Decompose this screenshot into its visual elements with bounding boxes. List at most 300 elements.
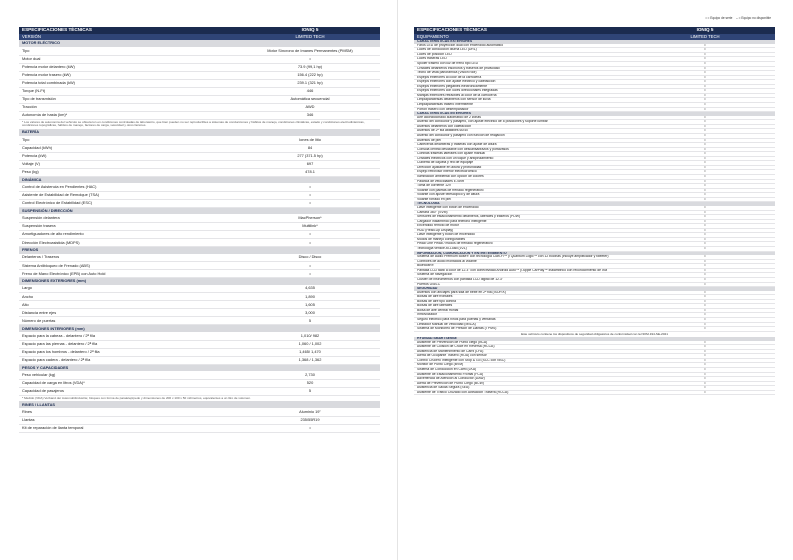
spec-row xyxy=(19,222,380,230)
section-title: TECNOLOGÍA xyxy=(414,202,775,206)
spec-label: Volante con paletas de frenado regenerativo xyxy=(414,188,635,193)
section-title: CARACTERÍSTICAS EXTERIORES xyxy=(414,40,775,44)
spec-value: • xyxy=(635,193,775,198)
section-title: INFORMACIÓN, COMUNICACIÓN Y ENTRETENIMIENTO xyxy=(414,251,775,255)
spec-value: 1,890 xyxy=(240,293,380,301)
spec-value: 446 xyxy=(240,87,380,95)
spec-value: • xyxy=(635,377,775,382)
spec-row xyxy=(19,144,380,152)
spec-value: 239.1 (321 hp) xyxy=(240,79,380,87)
spec-label: Asistente de Estabilidad de Remolque (TSA) xyxy=(19,191,240,199)
spec-value: 346 xyxy=(240,111,380,119)
spec-value: 520 xyxy=(240,379,380,387)
header-title: ESPECIFICACIONES TÉCNICAS xyxy=(414,27,635,34)
spec-value: • xyxy=(635,57,775,62)
spec-label: Advertencia de Atención al Conductor (DAW) xyxy=(414,377,635,382)
header-model: IONIQ 5 xyxy=(635,27,775,34)
spec-label: Techo de vista panorámica (Vision roof) xyxy=(414,71,635,76)
section-title: FRENOS xyxy=(19,247,380,254)
spec-label: Sistema Antibloqueo de Frenado (ABS) xyxy=(19,262,240,270)
spec-label: Asistencia de Salida Segura (SEA) xyxy=(414,386,635,391)
spec-label: Capacidad de pasajeros xyxy=(19,387,240,395)
spec-label: Asientos con anclajes para silla de bebé en 2ª fila (ISOFIX) xyxy=(414,291,635,295)
spec-label: Controles de audio montados al volante xyxy=(414,259,635,264)
spec-label: Bolsa de aire central frontal xyxy=(414,308,635,313)
spec-value: • xyxy=(635,133,775,138)
spec-value: • xyxy=(635,313,775,318)
spec-label: Espacio para cadera - delantero / 2ª fila xyxy=(19,356,240,364)
spec-row xyxy=(19,95,380,103)
spec-row xyxy=(19,168,380,176)
spec-label: Kit de reparación de llanta temporal xyxy=(19,424,240,432)
spec-row xyxy=(19,183,380,191)
spec-value: • xyxy=(635,354,775,359)
spec-row xyxy=(19,408,380,416)
spec-row xyxy=(19,285,380,293)
spec-label: Luces de posición LED xyxy=(414,52,635,57)
spec-label: HUD (Head-Up Display) xyxy=(414,228,635,233)
spec-label: Alerta de Prevención de Punto Ciego (BCW) xyxy=(414,381,635,386)
spec-value: • xyxy=(635,161,775,166)
table-header xyxy=(414,27,775,34)
spec-value: • xyxy=(635,363,775,368)
spec-label: Alto xyxy=(19,301,240,309)
spec-label: Bluetooth® xyxy=(414,264,635,269)
spec-label: Cargador inalámbrico para teléfono inteligente xyxy=(414,219,635,224)
spec-label: Limitador Manual de Velocidad (MSLA) xyxy=(414,322,635,327)
spec-label: Bolsas de aire tipo cortina xyxy=(414,299,635,304)
spec-value: • xyxy=(635,210,775,215)
spec-label: Ancho xyxy=(19,293,240,301)
spec-label: Limpiaparabrisas trasero intermitente xyxy=(414,103,635,108)
spec-value: 5 xyxy=(240,387,380,395)
spec-value: • xyxy=(635,75,775,80)
spec-value: • xyxy=(635,66,775,71)
spec-row xyxy=(19,424,380,432)
spec-value: • xyxy=(635,116,775,120)
spec-value: • xyxy=(635,224,775,229)
spec-row xyxy=(19,332,380,340)
spec-value: • xyxy=(635,237,775,242)
spec-value: • xyxy=(635,264,775,269)
spec-row xyxy=(19,379,380,387)
spec-value: • xyxy=(635,219,775,224)
spec-label: Sistema de Conducción en Carril (LKA) xyxy=(414,368,635,373)
spec-label: Palanca de velocidades E-Shift xyxy=(414,179,635,184)
spec-row xyxy=(19,79,380,87)
spec-label: Bolsas de aire frontales xyxy=(414,295,635,300)
spec-value: Iones de litio xyxy=(240,136,380,144)
spec-label: Cabeceras delanteras y traseras con ajuste de altura xyxy=(414,143,635,148)
spec-label: Espejos exteriores plegables electrónicamente xyxy=(414,84,635,89)
section-note xyxy=(19,119,380,129)
spec-label: Monitor de Punto Ciego (BVM) xyxy=(414,363,635,368)
spec-row xyxy=(19,371,380,379)
spec-table-left xyxy=(19,27,380,433)
spec-value: • xyxy=(635,327,775,332)
note-text: * Medido (VDA) Verband der Automobilindustrie; bloques con forma de paralelepípedo y dimensiones de 200 x 100 x 50 milímetros, equivalentes a un litro de volumen. xyxy=(22,395,251,400)
section-header xyxy=(19,207,380,214)
spec-row xyxy=(19,191,380,199)
section-header xyxy=(19,325,380,332)
section-header xyxy=(19,278,380,285)
spec-label: Capacidad (kWh) xyxy=(19,144,240,152)
spec-value: • xyxy=(240,183,380,191)
spec-value: • xyxy=(635,184,775,189)
spec-value: • xyxy=(635,259,775,264)
spec-value: • xyxy=(635,138,775,143)
spec-value: 5 xyxy=(240,317,380,325)
subheader-version: LIMITED TECH xyxy=(240,34,380,40)
spec-value: 4,635 xyxy=(240,285,380,293)
spec-row xyxy=(19,111,380,119)
spec-label: Potencia (kW) xyxy=(19,152,240,160)
spec-value: • xyxy=(635,358,775,363)
subheader-label: EQUIPAMIENTO xyxy=(414,34,635,40)
spec-value: • xyxy=(635,165,775,170)
spec-label: Luces traseras LED xyxy=(414,57,635,62)
spec-label: Asistente de Tráfico Cruzado con Activación Trasera (RCCA) xyxy=(414,390,635,395)
spec-label: Cristales eléctricos con un toque y antipinzamiento xyxy=(414,156,635,161)
spec-value: • xyxy=(240,230,380,238)
spec-label: Control Crucero Inteligente con Stop & Go (SCC con NSC) xyxy=(414,358,635,363)
spec-label: Tracción xyxy=(19,103,240,111)
spec-label: Espejos exteriores con luces direccionales integradas xyxy=(414,89,635,94)
section-header xyxy=(19,247,380,254)
spec-label: Dirección ajustable en altura y profundidad xyxy=(414,165,635,170)
spec-value: • xyxy=(635,299,775,304)
spec-row xyxy=(19,71,380,79)
spec-row xyxy=(19,309,380,317)
spec-label: Sensores de estacionamiento delanteros, laterales y traseros (PDW) xyxy=(414,215,635,220)
spec-row xyxy=(19,387,380,395)
spec-value: • xyxy=(635,228,775,233)
spec-row xyxy=(19,47,380,55)
section-title: SEGURIDAD xyxy=(414,287,775,291)
section-title: PESOS Y CAPACIDADES xyxy=(19,364,380,371)
spec-value: • xyxy=(635,143,775,148)
spec-label: Freno de Mano Electrónico (EPB) con Auto Hold xyxy=(19,270,240,278)
note-text: * Los valores de autonomía del vehículo se obtuvieron en condiciones controladas de laboratorio, que bien pueden no ser reproducibles a sistemas de conducciones y hábitos de manejo, condiciones climáticas, estado y condiciones electrodinámicas, condiciones topográficas, hábitos de manejo, factores de carga, velocidad y otros factores. xyxy=(22,119,365,128)
spec-label: Potencia motor trasero (kW) xyxy=(19,71,240,79)
spec-label: Motor dual xyxy=(19,55,240,63)
spec-value: • xyxy=(635,170,775,175)
spec-label: Autonomía de hasta (km)* xyxy=(19,111,240,119)
header-title: ESPECIFICACIONES TÉCNICAS xyxy=(19,27,240,34)
spec-label: Amortiguadores de alto rendimiento xyxy=(19,230,240,238)
spec-label: Asistente de Prevención de Punto ciego (BCA) xyxy=(414,341,635,345)
spec-label: Asientos delanteros con calefacción xyxy=(414,124,635,129)
spec-value: • xyxy=(635,152,775,157)
spec-label: Largo xyxy=(19,285,240,293)
table-header xyxy=(19,27,380,34)
spec-value: • xyxy=(635,120,775,125)
spec-value: • xyxy=(635,48,775,53)
spec-value: • xyxy=(635,147,775,152)
header-model: IONIQ 5 xyxy=(240,27,380,34)
spec-label: Voltaje (V) xyxy=(19,160,240,168)
spec-value: • xyxy=(635,61,775,66)
spec-value: • xyxy=(635,318,775,323)
section-title: HYUNDAI SMARTSENSE xyxy=(414,337,775,341)
spec-label: Inmovilizador xyxy=(414,313,635,318)
spec-row xyxy=(19,152,380,160)
spec-label: Asientos de 2ª fila abatibles 60/40 xyxy=(414,129,635,134)
spec-value: • xyxy=(635,84,775,89)
spec-value: 1,465/ 1,470 xyxy=(240,348,380,356)
spec-row xyxy=(19,214,380,222)
spec-value: • xyxy=(635,341,775,345)
spec-label: Consola central deslizable con descansabrazos y portavasos xyxy=(414,147,635,152)
spec-value: • xyxy=(635,308,775,313)
spec-label: Capacidad de carga en litros (VDA)* xyxy=(19,379,240,387)
spec-value: • xyxy=(240,191,380,199)
spec-label: Sistema de audio Premium Bose® con tecnología Clari-Fi™ y Quantum Logic™ con 12 bocinas (incluye amplificador y tweeter) xyxy=(414,255,635,259)
spec-value: Multilink* xyxy=(240,222,380,230)
spec-value: • xyxy=(635,233,775,238)
spec-label: Puertos USB-C xyxy=(414,282,635,287)
spec-value: 697 xyxy=(240,160,380,168)
spec-label: Espacio para la cabeza - delantero / 2ª fila xyxy=(19,332,240,340)
section-title: DIMENSIONES INTERIORES (mm) xyxy=(19,325,380,332)
spec-value: • xyxy=(635,372,775,377)
spec-value: • xyxy=(240,199,380,207)
spec-value: • xyxy=(635,273,775,278)
spec-label: Espejo retrovisor interior electrocrómico xyxy=(414,170,635,175)
spec-label: Potencia total combinada (kW) xyxy=(19,79,240,87)
spec-label: Llave inteligente y botón de encendido xyxy=(414,233,635,238)
spec-value: 2,730 xyxy=(240,371,380,379)
spec-label: Luces de conducción diurna LED (DRL) xyxy=(414,48,635,53)
spec-value: MacPherson* xyxy=(240,214,380,222)
spec-row xyxy=(19,160,380,168)
spec-label: Peso (kg) xyxy=(19,168,240,176)
spec-label: Dirección Electroasistida (MDPS) xyxy=(19,239,240,247)
spec-value: • xyxy=(635,103,775,108)
section-title: MOTOR ELÉCTRICO xyxy=(19,40,380,47)
spec-row xyxy=(19,136,380,144)
spec-value: • xyxy=(635,89,775,94)
spec-value: • xyxy=(635,44,775,48)
spec-row xyxy=(19,293,380,301)
spec-label: Pantalla LCD táctil a color de 12.3" con conectividad Android Auto™ y Apple CarPlay™ inalámbrico con reconocimiento de voz xyxy=(414,268,635,273)
spec-value: • xyxy=(635,197,775,202)
spec-label: Cristales delanteros insonoros y traseros de privacidad xyxy=(414,66,635,71)
spec-row xyxy=(19,87,380,95)
spec-value: • xyxy=(635,255,775,259)
spec-value: • xyxy=(635,80,775,85)
spec-label: Limpiaparabrisas delanteros con sensor de lluvia xyxy=(414,98,635,103)
spec-row xyxy=(19,199,380,207)
spec-row xyxy=(19,356,380,364)
spec-label: Volante con ajuste telescópico y de altura xyxy=(414,193,635,198)
spec-label: Asiento del conductor y pasajero, con ajuste eléctrico de 8 posiciones y soporte lumbar xyxy=(414,120,635,125)
spec-label: Seguro eléctrico para niños para puertas y ventanas xyxy=(414,318,635,323)
spec-value: • xyxy=(635,98,775,103)
spec-label: Control de Asistencia en Pendientes (HAC) xyxy=(19,183,240,191)
spec-value: 84 xyxy=(240,144,380,152)
spec-row xyxy=(19,301,380,309)
spec-label: Spoiler trasero con luz de freno tipo LED xyxy=(414,61,635,66)
spec-label: Espacio para las piernas - delantero / 2ª fila xyxy=(19,340,240,348)
spec-label: Manijas exteriores retráctiles al color de la carrocería xyxy=(414,93,635,98)
spec-label: Portón trasero con desempañador xyxy=(414,107,635,112)
spec-label: Control Electrónico de Estabilidad (ESC) xyxy=(19,199,240,207)
spec-label: Llave inteligente con botón de encendido xyxy=(414,206,635,210)
spec-value: • xyxy=(635,247,775,252)
spec-value: • xyxy=(635,291,775,295)
spec-value: • xyxy=(240,55,380,63)
spec-label: Tipo xyxy=(19,136,240,144)
section-title: DINÁMICA xyxy=(19,176,380,183)
spec-label: Cortinas traseras laterales con ajuste manual xyxy=(414,152,635,157)
spec-table-right xyxy=(414,27,775,395)
spec-label: Encendido remoto de motor xyxy=(414,224,635,229)
spec-label: Espacio para los hombros - delantero / 2ª fila xyxy=(19,348,240,356)
spec-value: 156.4 (222 hp) xyxy=(240,71,380,79)
note-text: Este vehículo contiene los dispositivos de seguridad obligatorios de conformidad con la NOM-194-SE-2021 xyxy=(521,331,668,336)
spec-label: Iluminación ambiental con opción de colores xyxy=(414,175,635,180)
spec-value: AWD xyxy=(240,103,380,111)
spec-label: Pedal One Pedal / modos de frenado regenerativo xyxy=(414,242,635,247)
section-title: BATERÍA xyxy=(19,129,380,136)
spec-value: • xyxy=(635,129,775,134)
spec-value: • xyxy=(635,179,775,184)
spec-label: Peso vehicular (kg) xyxy=(19,371,240,379)
spec-value: • xyxy=(635,277,775,282)
spec-label: Volante forrado en piel xyxy=(414,197,635,202)
spec-value: • xyxy=(635,52,775,57)
spec-label: Sistema de Monitoreo de Presión de Llantas (TPMS) xyxy=(414,327,635,332)
spec-label: Clúster de instrumentos con pantalla LCD digital de 12.3" xyxy=(414,277,635,282)
spec-row xyxy=(19,254,380,262)
spec-label: Cámara 360° (SVM) xyxy=(414,210,635,215)
section-title: RINES / LLANTAS xyxy=(19,401,380,408)
spec-value: • xyxy=(635,349,775,354)
section-header xyxy=(19,129,380,136)
spec-row xyxy=(19,230,380,238)
spec-label: Rines xyxy=(19,408,240,416)
subheader-version: LIMITED TECH xyxy=(635,34,775,40)
spec-label: Faros LED de proyección dual con encendido automático xyxy=(414,44,635,48)
spec-row xyxy=(19,348,380,356)
spec-value: 73.9 (99,1 hp) xyxy=(240,63,380,71)
spec-label: Distancia entre ejes xyxy=(19,309,240,317)
spec-value: • xyxy=(635,381,775,386)
spec-label: Tipo de transmisión xyxy=(19,95,240,103)
spec-row xyxy=(19,262,380,270)
spec-label: Espejos exteriores con ajuste eléctrico y calefacción xyxy=(414,80,635,85)
spec-value: • xyxy=(635,386,775,391)
spec-value: • xyxy=(635,156,775,161)
spec-value: Aluminio 19" xyxy=(240,408,380,416)
spec-row xyxy=(414,390,775,395)
section-header xyxy=(19,40,380,47)
spec-value: • xyxy=(635,124,775,129)
spec-value: • xyxy=(635,368,775,373)
section-title: SUSPENSIÓN / DIRECCIÓN xyxy=(19,207,380,214)
section-title: CARACTERÍSTICAS INTERIORES xyxy=(414,112,775,116)
legend xyxy=(706,16,771,20)
spec-row xyxy=(19,63,380,71)
spec-value: • xyxy=(240,270,380,278)
spec-value: • xyxy=(635,345,775,350)
spec-label: Asientos de piel xyxy=(414,138,635,143)
spec-page-left xyxy=(0,0,396,560)
spec-row xyxy=(19,416,380,424)
spec-value: 235/55R19 xyxy=(240,416,380,424)
spec-row xyxy=(19,239,380,247)
spec-row xyxy=(19,103,380,111)
spec-label: Toma de corriente 12V xyxy=(414,184,635,189)
spec-row xyxy=(19,340,380,348)
spec-value: • xyxy=(635,215,775,220)
spec-label: Llantas xyxy=(19,416,240,424)
spec-value: • xyxy=(635,71,775,76)
spec-value: Motor Síncrono de Imanes Permanentes (PMSM) xyxy=(240,47,380,55)
spec-value: • xyxy=(635,107,775,112)
spec-label: Bolsas de aire laterales xyxy=(414,304,635,309)
section-title: DIMENSIONES EXTERIORES (mm) xyxy=(19,278,380,285)
legend-not-available: – = Equipo no disponible xyxy=(735,16,771,20)
spec-value: 1,605 xyxy=(240,301,380,309)
legend-equipped: • = Equipo de serie xyxy=(705,16,733,20)
spec-row xyxy=(19,55,380,63)
spec-value: • xyxy=(635,282,775,287)
spec-value: • xyxy=(635,206,775,210)
spec-value: 3,000 xyxy=(240,309,380,317)
spec-value: 1,368 / 1,362 xyxy=(240,356,380,364)
spec-page-right xyxy=(397,0,793,560)
spec-label: Alerta de Ocupante Trasero (ROA) con sensor xyxy=(414,354,635,359)
spec-row xyxy=(19,270,380,278)
spec-label: Asistente de Colisión de Cruce en Reversa (RCCA) xyxy=(414,345,635,350)
spec-value: • xyxy=(240,239,380,247)
spec-label: Suspensión trasera xyxy=(19,222,240,230)
spec-row xyxy=(19,317,380,325)
spec-label: Torque (N-Ft) xyxy=(19,87,240,95)
spec-value: Automática secuencial xyxy=(240,95,380,103)
spec-value: • xyxy=(635,304,775,309)
spec-value: • xyxy=(635,295,775,300)
spec-value: • xyxy=(635,390,775,395)
spec-value: • xyxy=(240,262,380,270)
spec-label: Número de puertas xyxy=(19,317,240,325)
spec-label: Asistente de Estacionamiento Frontal (FCA) xyxy=(414,372,635,377)
spec-value: • xyxy=(635,175,775,180)
spec-value: • xyxy=(635,268,775,273)
spec-value: 1,010/ 982 xyxy=(240,332,380,340)
spec-value: Disco / Disco xyxy=(240,254,380,262)
spec-label: Delanteros / Traseros xyxy=(19,254,240,262)
spec-value: • xyxy=(635,93,775,98)
spec-value: • xyxy=(635,188,775,193)
spec-value: 478.1 xyxy=(240,168,380,176)
spec-label: Cubierta de cajuela y red de equipaje xyxy=(414,161,635,166)
spec-label: Sistema de navegación xyxy=(414,273,635,278)
spec-label: Modos de manejo configurables xyxy=(414,237,635,242)
spec-value: • xyxy=(635,322,775,327)
spec-label: Espejos exteriores al color de la carrocería xyxy=(414,75,635,80)
section-header xyxy=(19,176,380,183)
spec-label: Tipo xyxy=(19,47,240,55)
spec-value: • xyxy=(635,242,775,247)
spec-value: • xyxy=(240,424,380,432)
subheader-label: VERSIÓN xyxy=(19,34,240,40)
spec-label: Suspensión delantera xyxy=(19,214,240,222)
section-header xyxy=(19,401,380,408)
spec-value: 277 (371.5 hp) xyxy=(240,152,380,160)
